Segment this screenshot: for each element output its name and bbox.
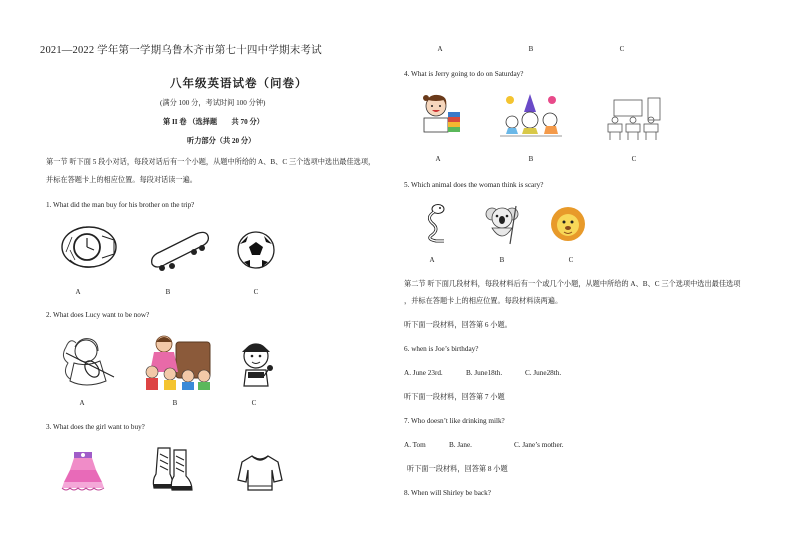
- question-8: 8. When will Shirley be back?: [404, 489, 491, 497]
- q1-label-a: A: [75, 288, 81, 296]
- hint-q6: 听下面一段材料，回答第 6 小题。: [404, 321, 512, 329]
- q5-label-c: C: [568, 256, 574, 264]
- question-2: 2. What does Lucy want to be now?: [46, 311, 150, 319]
- koala-icon: [484, 204, 522, 244]
- question-5: 5. Which animal does the woman think is scary?: [404, 181, 544, 189]
- top-label-c: C: [619, 45, 625, 53]
- lion-icon: [550, 206, 586, 242]
- sneakers-icon: [152, 444, 194, 494]
- top-label-a: A: [437, 45, 443, 53]
- exam-title: 2021—2022 学年第一学期乌鲁木齐市第七十四中学期末考试: [40, 45, 322, 56]
- paper-subtitle: 八年级英语试卷（问卷）: [170, 78, 308, 90]
- top-label-b: B: [528, 45, 534, 53]
- classroom-scene-icon: [604, 98, 664, 140]
- q4-label-c: C: [631, 155, 637, 163]
- snake-icon: [420, 203, 450, 243]
- instruction-line-2: 并标在答题卡上的相应位置。每段对话读一遍。: [46, 176, 197, 184]
- boy-microphone-icon: [232, 338, 280, 390]
- q2-label-a: A: [79, 399, 85, 407]
- q1-label-b: B: [165, 288, 171, 296]
- q4-label-a: A: [435, 155, 441, 163]
- q2-label-b: B: [172, 399, 178, 407]
- question-7: 7. Who doesn’t like drinking milk?: [404, 417, 505, 425]
- soccer-ball-icon: [236, 230, 276, 270]
- q5-label-b: B: [499, 256, 505, 264]
- violinist-girl-icon: [56, 333, 118, 393]
- q7-option-a: A. Tom: [404, 441, 426, 449]
- teacher-children-icon: [140, 330, 212, 392]
- skirt-icon: [60, 450, 106, 492]
- q1-label-c: C: [253, 288, 259, 296]
- question-3: 3. What does the girl want to buy?: [46, 423, 145, 431]
- party-scene-icon: [500, 90, 562, 140]
- q6-option-a: A. June 23rd.: [404, 369, 443, 377]
- q5-label-a: A: [429, 256, 435, 264]
- question-6: 6. when is Joe’s birthday?: [404, 345, 479, 353]
- section-heading: 听力部分（共 20 分）: [187, 137, 256, 145]
- volume-heading: 第 II 卷 （选择题 共 70 分）: [163, 118, 264, 126]
- watch-icon: [60, 222, 118, 272]
- q7-option-b: B. Jane.: [449, 441, 472, 449]
- question-4: 4. What is Jerry going to do on Saturday?: [404, 70, 524, 78]
- skateboard-icon: [148, 226, 210, 272]
- sweater-icon: [238, 452, 282, 492]
- hint-q8: 听下面一段材料，回答第 8 小题: [407, 465, 508, 473]
- section2-instruction-line-2: ，并标在答题卡上的相应位置。每段材料读两遍。: [404, 297, 563, 305]
- section2-instruction-line-1: 第二节 听下面几段材料，每段材料后有一个或几个小题，从题中所给的 A、B、C 三个选项中选出最佳选项: [404, 280, 741, 288]
- q4-label-b: B: [528, 155, 534, 163]
- q7-option-c: C. Jane’s mother.: [514, 441, 564, 449]
- question-1: 1. What did the man buy for his brother on the trip?: [46, 201, 195, 209]
- girl-books-icon: [418, 92, 462, 136]
- q6-option-b: B. June18th.: [466, 369, 503, 377]
- hint-q7: 听下面一段材料，回答第 7 小题: [404, 393, 505, 401]
- instruction-line-1: 第一节 听下面 5 段小对话，每段对话后有一个小题，从题中所给的 A、B、C 三个选项中选出最佳选项，: [46, 158, 376, 166]
- q6-option-c: C. June28th.: [525, 369, 562, 377]
- q2-label-c: C: [251, 399, 257, 407]
- score-info: (满分 100 分，考试时间 100 分钟): [160, 99, 266, 107]
